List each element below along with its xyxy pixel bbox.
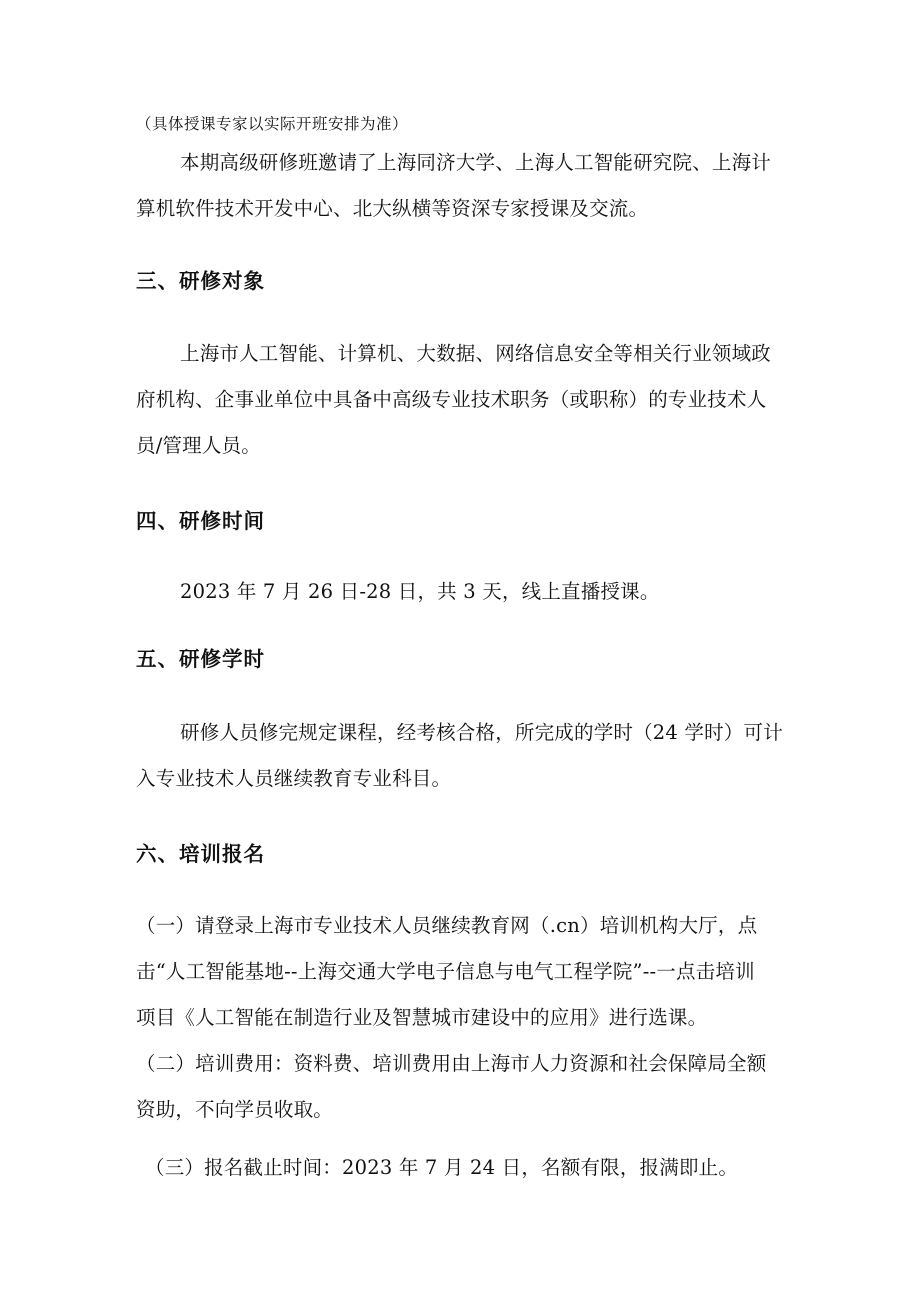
section-3-line-2: 府机构、企事业单位中具备中高级专业技术职务（或职称）的专业技术人 [136, 388, 767, 411]
registration-item-2-line-2: 资助，不向学员收取。 [136, 1098, 334, 1121]
section-3-line-1: 上海市人工智能、计算机、大数据、网络信息安全等相关行业领域政 [180, 342, 772, 365]
section-5-line-2: 入专业技术人员继续教育专业科目。 [136, 767, 452, 790]
section-6-heading: 六、培训报名 [136, 842, 265, 866]
section-5-heading: 五、研修学时 [136, 647, 265, 671]
registration-item-3-line-1: （三）报名截止时间：2023 年 7 月 24 日，名额有限，报满即止。 [145, 1156, 739, 1179]
section-4-line-1: 2023 年 7 月 26 日-28 日，共 3 天，线上直播授课。 [180, 580, 660, 603]
section-5-line-1: 研修人员修完规定课程，经考核合格，所完成的学时（24 学时）可计 [180, 721, 783, 744]
registration-item-2-line-1: （二）培训费用：资料费、培训费用由上海市人力资源和社会保障局全额 [136, 1052, 767, 1075]
section-3-line-3: 员/管理人员。 [136, 434, 261, 457]
expert-note: （具体授课专家以实际开班安排为准） [136, 115, 409, 133]
experts-paragraph-line-1: 本期高级研修班邀请了上海同济大学、上海人工智能研究院、上海计 [180, 151, 772, 174]
registration-item-1-line-2: 击“人工智能基地--上海交通大学电子信息与电气工程学院”--一点击培训 [136, 960, 755, 983]
section-3-heading: 三、研修对象 [136, 269, 265, 293]
section-4-heading: 四、研修时间 [136, 509, 265, 533]
experts-paragraph-line-2: 算机软件技术开发中心、北大纵横等资深专家授课及交流。 [136, 197, 649, 220]
registration-item-1-line-3: 项目《人工智能在制造行业及智慧城市建设中的应用》进行选课。 [136, 1006, 708, 1029]
registration-item-1-line-1: （一）请登录上海市专业技术人员继续教育网（.cn）培训机构大厅，点 [136, 914, 758, 937]
